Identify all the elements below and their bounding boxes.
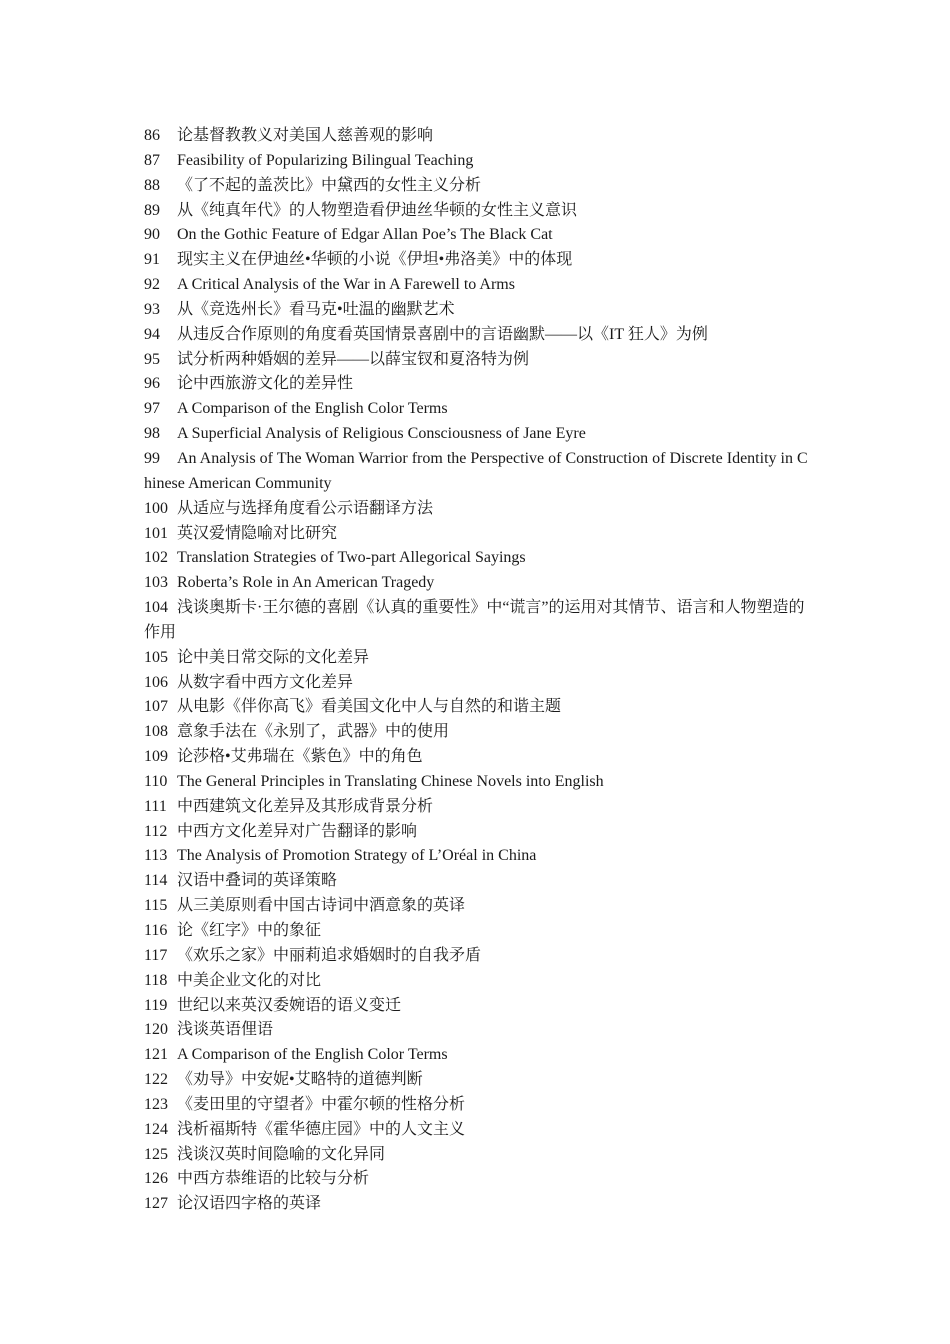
item-number: 117 xyxy=(144,946,168,964)
item-title: 浅谈奥斯卡·王尔德的喜剧《认真的重要性》中“谎言”的运用对其情节、语言和人物塑造的作用 xyxy=(144,599,805,641)
list-item xyxy=(144,174,812,199)
item-number: 112 xyxy=(144,822,168,840)
item-number: 105 xyxy=(144,648,168,666)
item-title: 《了不起的盖茨比》中黛西的女性主义分析 xyxy=(177,176,482,194)
list-item xyxy=(144,1068,812,1093)
item-number: 127 xyxy=(144,1195,168,1213)
item-number: 86 xyxy=(144,127,160,144)
item-title: 中西方恭维语的比较与分析 xyxy=(177,1170,370,1188)
item-number: 108 xyxy=(144,723,168,741)
item-number: 107 xyxy=(144,698,168,716)
item-title: Roberta’s Role in An American Tragedy xyxy=(177,574,435,592)
list-item xyxy=(144,447,812,497)
item-title: 浅谈英语俚语 xyxy=(177,1021,274,1039)
item-number: 94 xyxy=(144,325,160,343)
item-title: 英汉爱情隐喻对比研究 xyxy=(177,524,338,542)
item-number: 90 xyxy=(144,226,160,244)
list-item xyxy=(144,944,812,969)
item-title: 论中西旅游文化的差异性 xyxy=(177,375,354,393)
list-item xyxy=(144,894,812,919)
item-title: 《劝导》中安妮•艾略特的道德判断 xyxy=(177,1071,423,1089)
list-item xyxy=(144,671,812,696)
list-item xyxy=(144,397,812,422)
list-item xyxy=(144,844,812,869)
item-number: 121 xyxy=(144,1046,168,1064)
list-item xyxy=(144,820,812,845)
list-item xyxy=(144,695,812,720)
list-item xyxy=(144,124,812,149)
item-title: 现实主义在伊迪丝•华顿的小说《伊坦•弗洛美》中的体现 xyxy=(177,251,573,269)
list-item xyxy=(144,497,812,522)
item-title: 《欢乐之家》中丽莉追求婚姻时的自我矛盾 xyxy=(177,946,482,964)
item-title: An Analysis of The Woman Warrior from the Perspective of Construction of Discrete Identity in Chinese American Community xyxy=(144,449,808,492)
item-number: 102 xyxy=(144,549,168,567)
list-item xyxy=(144,422,812,447)
list-item xyxy=(144,1192,812,1217)
item-number: 101 xyxy=(144,524,168,542)
item-number: 97 xyxy=(144,400,160,418)
list-item xyxy=(144,323,812,348)
list-item xyxy=(144,1118,812,1143)
item-title: 从适应与选择角度看公示语翻译方法 xyxy=(177,499,434,517)
item-number: 95 xyxy=(144,350,160,368)
list-item xyxy=(144,745,812,770)
item-title: Feasibility of Popularizing Bilingual Teaching xyxy=(177,151,474,169)
item-number: 103 xyxy=(144,574,168,592)
list-item xyxy=(144,1043,812,1068)
list-item xyxy=(144,770,812,795)
item-number: 119 xyxy=(144,996,168,1014)
list-item xyxy=(144,1167,812,1192)
item-title: 从数字看中西方文化差异 xyxy=(177,673,354,691)
item-number: 99 xyxy=(144,449,160,467)
list-item xyxy=(144,994,812,1019)
item-title: On the Gothic Feature of Edgar Allan Poe’s The Black Cat xyxy=(177,226,553,244)
list-item xyxy=(144,199,812,224)
item-title: 从违反合作原则的角度看英国情景喜剧中的言语幽默——以《IT 狂人》为例 xyxy=(177,325,708,343)
list-item xyxy=(144,869,812,894)
item-title: 世纪以来英汉委婉语的语义变迁 xyxy=(177,996,402,1014)
list-item xyxy=(144,372,812,397)
item-title: 从三美原则看中国古诗词中酒意象的英译 xyxy=(177,897,466,915)
list-item xyxy=(144,248,812,273)
item-number: 100 xyxy=(144,499,168,517)
item-title: A Critical Analysis of the War in A Farewell to Arms xyxy=(177,276,515,294)
list-item xyxy=(144,596,812,646)
item-title: 汉语中叠词的英译策略 xyxy=(177,872,338,890)
item-number: 113 xyxy=(144,847,168,865)
item-title: 中西方文化差异对广告翻译的影响 xyxy=(177,822,418,840)
item-number: 109 xyxy=(144,748,168,766)
thesis-title-list xyxy=(144,124,812,1217)
list-item xyxy=(144,919,812,944)
item-title: 意象手法在《永别了，武器》中的使用 xyxy=(177,723,450,741)
list-item xyxy=(144,223,812,248)
item-number: 124 xyxy=(144,1120,168,1138)
item-title: 论莎格•艾弗瑞在《紫色》中的角色 xyxy=(177,748,423,766)
item-title: 中西建筑文化差异及其形成背景分析 xyxy=(177,797,434,815)
list-item xyxy=(144,1018,812,1043)
item-number: 116 xyxy=(144,922,168,939)
list-item xyxy=(144,522,812,547)
item-number: 104 xyxy=(144,599,168,617)
item-title: 浅析福斯特《霍华德庄园》中的人文主义 xyxy=(177,1120,466,1138)
list-item xyxy=(144,646,812,671)
list-item xyxy=(144,149,812,174)
item-number: 110 xyxy=(144,772,168,790)
list-item xyxy=(144,795,812,820)
item-number: 118 xyxy=(144,971,168,989)
item-title: 试分析两种婚姻的差异——以薛宝钗和夏洛特为例 xyxy=(177,350,530,368)
item-title: The General Principles in Translating Chinese Novels into English xyxy=(177,772,604,790)
list-item xyxy=(144,546,812,571)
item-number: 126 xyxy=(144,1170,168,1188)
item-title: 浅谈汉英时间隐喻的文化异同 xyxy=(177,1145,386,1163)
item-number: 93 xyxy=(144,300,160,318)
item-number: 91 xyxy=(144,251,160,269)
item-number: 92 xyxy=(144,276,160,294)
list-item xyxy=(144,273,812,298)
list-item xyxy=(144,298,812,323)
item-number: 111 xyxy=(144,797,167,815)
item-number: 88 xyxy=(144,176,160,194)
item-number: 115 xyxy=(144,897,168,915)
list-item xyxy=(144,1143,812,1168)
item-title: 从电影《伴你高飞》看美国文化中人与自然的和谐主题 xyxy=(177,698,562,716)
item-number: 87 xyxy=(144,151,160,169)
item-number: 125 xyxy=(144,1145,168,1163)
item-number: 106 xyxy=(144,673,168,691)
item-title: 论中美日常交际的文化差异 xyxy=(177,648,370,666)
item-number: 98 xyxy=(144,425,160,443)
item-number: 120 xyxy=(144,1021,168,1039)
item-title: A Superficial Analysis of Religious Consciousness of Jane Eyre xyxy=(177,425,586,443)
item-title: 论《红字》中的象征 xyxy=(177,922,322,939)
item-title: A Comparison of the English Color Terms xyxy=(177,400,448,418)
list-item xyxy=(144,1093,812,1118)
item-title: 从《纯真年代》的人物塑造看伊迪丝华顿的女性主义意识 xyxy=(177,201,578,219)
list-item xyxy=(144,571,812,596)
item-title: The Analysis of Promotion Strategy of L’Oréal in China xyxy=(177,847,537,865)
item-title: 《麦田里的守望者》中霍尔顿的性格分析 xyxy=(177,1095,466,1113)
item-number: 89 xyxy=(144,201,160,219)
item-title: 中美企业文化的对比 xyxy=(177,971,322,989)
list-item xyxy=(144,348,812,373)
item-title: 论基督教教义对美国人慈善观的影响 xyxy=(177,127,434,144)
item-title: Translation Strategies of Two-part Allegorical Sayings xyxy=(177,549,526,567)
list-item xyxy=(144,720,812,745)
item-number: 122 xyxy=(144,1071,168,1089)
list-item xyxy=(144,969,812,994)
item-title: A Comparison of the English Color Terms xyxy=(177,1046,448,1064)
item-title: 从《竞选州长》看马克•吐温的幽默艺术 xyxy=(177,300,455,318)
item-title: 论汉语四字格的英译 xyxy=(177,1195,322,1213)
item-number: 123 xyxy=(144,1095,168,1113)
item-number: 114 xyxy=(144,872,168,890)
item-number: 96 xyxy=(144,375,160,393)
